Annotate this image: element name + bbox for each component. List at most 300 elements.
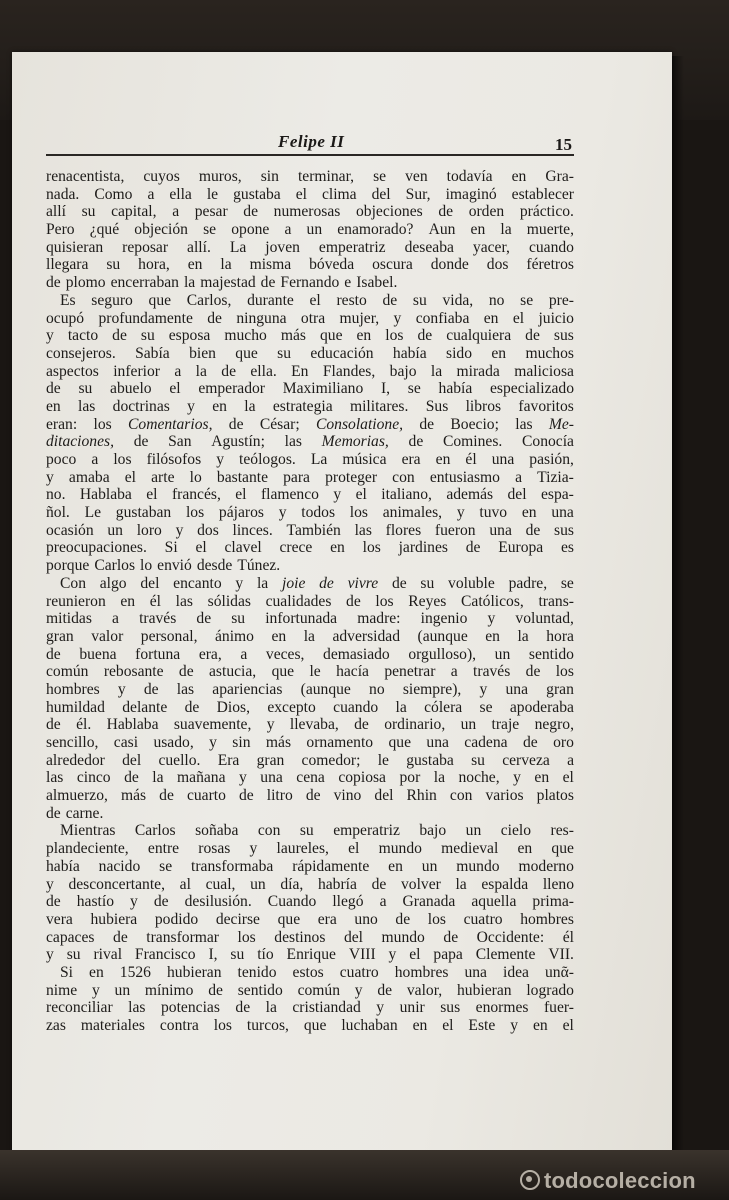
word: de (235, 999, 251, 1017)
word: Cuando (267, 893, 317, 911)
word: (aunque (300, 680, 351, 698)
word: y (209, 734, 217, 751)
word: sólidas (207, 592, 251, 610)
word: un (460, 716, 477, 734)
word: objeciones (356, 203, 423, 221)
word: casi (113, 734, 139, 751)
word: de (196, 610, 212, 628)
word: Gra- (545, 168, 574, 185)
word: el (348, 840, 360, 858)
word: la (500, 221, 512, 239)
word: rosas (198, 840, 231, 858)
text-line (46, 734, 574, 752)
word: lo (140, 557, 153, 575)
word: Isabel. (356, 274, 398, 292)
word: y (278, 504, 287, 522)
word: de (243, 203, 259, 221)
word: voluble (448, 574, 495, 592)
word: ninguna (236, 309, 287, 327)
word: volver (400, 875, 441, 893)
word: hombres (394, 963, 449, 981)
text-line (46, 1017, 574, 1035)
word: su (471, 751, 485, 769)
word: en (89, 963, 104, 981)
word: Europa (498, 539, 544, 557)
word: proteger (325, 468, 378, 486)
word: en (532, 1017, 548, 1034)
word: por (399, 769, 421, 787)
word: en (388, 857, 403, 875)
word: de (371, 875, 387, 893)
text-line (46, 822, 574, 840)
text-line (46, 893, 574, 911)
word: día, (280, 875, 304, 893)
word: italiano, (381, 486, 432, 504)
word: de (377, 981, 393, 999)
word: luchaban (341, 1017, 398, 1034)
word: misma (249, 256, 292, 274)
text-line (46, 858, 574, 876)
word: las (175, 592, 193, 610)
word: Aun (428, 221, 456, 239)
word: loro (136, 521, 162, 539)
text-line (46, 663, 574, 681)
word: que (277, 910, 301, 928)
text-line (46, 380, 574, 398)
word: ánimo (215, 627, 254, 645)
word: Si (60, 963, 74, 981)
word: profundamente (98, 309, 193, 327)
word: maliciosa (514, 362, 574, 380)
word: había (438, 380, 473, 398)
word: el (169, 380, 181, 398)
word: sido (446, 344, 473, 362)
word: y (388, 946, 397, 964)
word: Si (164, 539, 178, 557)
word: (aunque (417, 627, 468, 645)
word: el (562, 1017, 574, 1034)
word: cuarto (186, 787, 226, 805)
word: práctico. (519, 203, 574, 221)
word: humildad (46, 698, 105, 716)
word: los (362, 539, 381, 557)
word: y (510, 1017, 519, 1034)
word: su (140, 327, 155, 345)
word: la (395, 698, 407, 716)
word: la (195, 362, 207, 380)
word: apoderaba (509, 698, 574, 716)
word: y (175, 521, 184, 539)
word: su (231, 610, 246, 628)
word: una (551, 504, 574, 522)
word: cuatro (463, 910, 503, 928)
word: envió (157, 557, 192, 575)
text-line (46, 681, 574, 699)
word: una (426, 734, 449, 751)
word: tuvo (479, 504, 508, 522)
running-head: Felipe II (278, 132, 345, 151)
word: las (284, 433, 302, 451)
word: y (266, 716, 275, 734)
text-line (46, 787, 574, 805)
text-line (46, 345, 574, 363)
text-line (46, 310, 574, 328)
word: copiosa (338, 769, 386, 787)
word: de (46, 274, 61, 292)
text-line (46, 982, 574, 1000)
word: el (442, 1017, 454, 1034)
word: reconciliar (46, 999, 113, 1017)
word: res- (550, 822, 574, 840)
word: En (291, 362, 309, 380)
word: en (412, 1017, 428, 1034)
word: gran (546, 680, 574, 698)
word: mundo (381, 928, 425, 946)
word: su (299, 822, 314, 840)
word: del (122, 751, 142, 769)
word: sencillo, (46, 734, 99, 751)
word: imaginó (445, 185, 497, 203)
word: cualquiera (446, 327, 512, 345)
word: de (178, 663, 194, 681)
word: Comines. (442, 433, 503, 451)
word: a (284, 221, 292, 239)
word: y (235, 574, 244, 592)
word: cuando (333, 698, 379, 716)
word: un (421, 857, 438, 875)
word: en (212, 397, 227, 415)
word: Sur, (405, 185, 431, 203)
word: penetrar (384, 663, 436, 681)
word: en (534, 769, 550, 787)
word: todos (301, 504, 336, 522)
body-text (46, 168, 574, 1035)
word: reposar (122, 238, 169, 256)
word: bajo (389, 362, 417, 380)
word: VII. (548, 946, 574, 964)
word: poco (46, 451, 77, 468)
word: hubieran (456, 981, 512, 999)
word: Rhin (406, 787, 437, 805)
word: el (309, 291, 321, 309)
word: esposa (168, 327, 211, 345)
word: y (46, 468, 54, 486)
text-line (46, 451, 574, 469)
text-line (46, 752, 574, 770)
word: los (385, 327, 404, 345)
word: una (464, 963, 487, 981)
word: la (220, 256, 232, 274)
word: hora (546, 627, 574, 645)
word: joie (281, 574, 306, 592)
word: los (185, 504, 205, 522)
text-line (46, 416, 574, 434)
word: destinos (274, 928, 326, 946)
word: Hablaba (79, 486, 132, 504)
word: cerveza (502, 751, 550, 769)
word: nacido (98, 857, 141, 875)
text-line (46, 504, 574, 522)
word: plandeciente, (46, 840, 129, 858)
word: su (106, 256, 121, 274)
text-line (46, 292, 574, 310)
word: confiaba (415, 309, 470, 327)
word: linces. (232, 521, 273, 539)
text-line (46, 221, 574, 239)
word: Flandes, (322, 362, 376, 380)
word: cuyos (143, 168, 180, 185)
text-line (46, 256, 574, 274)
word: de (207, 309, 222, 327)
word: gustaba (406, 751, 454, 769)
word: y (456, 504, 465, 522)
word: desconcertante, (68, 875, 165, 893)
word: cuatro (339, 963, 379, 981)
word: que (271, 663, 295, 681)
word: emperatriz (318, 238, 386, 256)
word: sin (260, 168, 279, 185)
word: los (237, 928, 256, 946)
word: en (187, 256, 203, 274)
text-line (46, 999, 574, 1017)
word: cuando (528, 238, 574, 256)
word: allí (46, 203, 66, 221)
word: de (46, 380, 61, 398)
word: ocasión (46, 521, 94, 539)
word: usado, (153, 734, 194, 751)
word: libros (465, 397, 502, 415)
word: lleno (542, 875, 574, 893)
word: hastío (76, 893, 114, 911)
word: apariencias (212, 680, 283, 698)
word: y (393, 309, 402, 327)
word: rebosante (103, 663, 164, 681)
word: voluntad, (515, 610, 574, 628)
word: sentido (528, 645, 574, 663)
text-line (46, 469, 574, 487)
word: estrategia (272, 397, 333, 415)
word: de (208, 981, 223, 999)
word: y (376, 999, 385, 1017)
word: y (187, 397, 195, 415)
word: decirse (215, 910, 260, 928)
word: la (455, 875, 467, 893)
word: todavía (446, 168, 493, 185)
word: se (407, 380, 421, 398)
word: Me- (548, 415, 574, 433)
word: contra (159, 1017, 199, 1034)
word: en (491, 344, 507, 362)
word: a (172, 203, 180, 221)
text-line (46, 363, 574, 381)
word: llegara (46, 256, 89, 274)
word: Boecio; (450, 415, 499, 433)
word: desde (196, 557, 233, 575)
word: tenido (237, 963, 277, 981)
word: orgulloso), (408, 645, 477, 663)
word: prima- (532, 893, 574, 911)
word: le (206, 185, 219, 203)
word: de (124, 769, 139, 787)
word: través (473, 663, 511, 681)
word: majestad (200, 274, 256, 292)
word: vida, (442, 291, 474, 309)
word: en (120, 592, 136, 610)
word: dos (486, 256, 509, 274)
word: I, (208, 946, 218, 964)
word: delante (122, 698, 168, 716)
word: infortunada (265, 610, 338, 628)
word: lo (189, 468, 202, 486)
word: entre (147, 840, 180, 858)
word: mañana (177, 769, 226, 787)
word: deseaba (404, 238, 454, 256)
text-line (46, 557, 574, 575)
word: veces, (265, 645, 305, 663)
word: un (494, 645, 511, 663)
word: del (507, 486, 527, 504)
word: Carlos (94, 557, 136, 575)
word: soñaba (195, 822, 239, 840)
word: ingenio (420, 610, 468, 628)
word: un (465, 822, 482, 840)
word: de (46, 804, 61, 822)
word: resto (336, 291, 367, 309)
word: madre: (357, 610, 401, 628)
word: ornamento (306, 734, 374, 751)
word: potencias (161, 999, 220, 1017)
word: a (147, 185, 155, 203)
word: las (515, 415, 533, 433)
word: astucia, (209, 663, 257, 681)
header-rule (46, 154, 574, 156)
word: y (216, 451, 224, 468)
word: de (417, 327, 433, 345)
word: objeción (134, 221, 188, 239)
word: que (551, 840, 574, 858)
word: común (297, 981, 341, 999)
word: el (295, 185, 307, 203)
word: el (409, 946, 421, 964)
word: ordinario, (384, 716, 446, 734)
word: llegó (332, 893, 364, 911)
word: vino (333, 787, 362, 805)
word: gustaba (233, 185, 281, 203)
word: era (401, 451, 421, 468)
word: una (260, 769, 283, 787)
word: Conocía (522, 433, 574, 451)
word: capaces (46, 928, 95, 946)
word: de (319, 574, 334, 592)
word: gran (46, 627, 74, 645)
word: a (515, 468, 523, 486)
word: habría (317, 875, 357, 893)
word: común (46, 663, 89, 681)
word: fuer- (543, 999, 574, 1017)
word: la (430, 362, 443, 380)
word: hora, (138, 256, 170, 274)
word: y (91, 981, 100, 999)
word: en (271, 627, 287, 645)
word: encanto (173, 574, 222, 592)
word: y (513, 769, 521, 787)
word: en (517, 840, 533, 858)
word: de (443, 928, 459, 946)
text-line (46, 628, 574, 646)
word: la (303, 627, 315, 645)
word: cual, (205, 875, 236, 893)
word: podido (154, 910, 199, 928)
word: la (152, 769, 164, 787)
word: laureles, (276, 840, 329, 858)
word: de (46, 716, 61, 734)
text-line (46, 646, 574, 664)
text-line (46, 575, 574, 593)
word: donde (430, 256, 469, 274)
word: Memorias, (321, 433, 389, 451)
word: reunieron (46, 592, 106, 610)
word: través (139, 610, 177, 628)
word: Francisco (134, 946, 196, 964)
word: que (388, 734, 411, 751)
word: al (179, 875, 191, 893)
word: de (184, 698, 200, 716)
word: teólogos. (239, 451, 296, 468)
word: y (354, 981, 363, 999)
word: flamenco (260, 486, 319, 504)
word: vera (46, 910, 73, 928)
word: amaba (68, 468, 110, 486)
word: el (355, 486, 367, 504)
word: de (260, 274, 276, 292)
word: traje (491, 716, 520, 734)
word: cielo (500, 822, 532, 840)
word: a (379, 893, 387, 911)
word: e (344, 274, 352, 292)
word: Dios, (216, 698, 250, 716)
word: Granada (402, 893, 456, 911)
word: mundo (456, 857, 500, 875)
word: en (356, 327, 372, 345)
word: enormes (475, 999, 529, 1017)
word: muros, (198, 168, 242, 185)
word: bien (189, 344, 216, 362)
word: ella (169, 185, 192, 203)
word: tío (257, 946, 274, 964)
text-line (46, 876, 574, 894)
word: Comentarios, (128, 415, 213, 433)
word: un (306, 221, 323, 239)
word: renacentista, (46, 168, 125, 185)
word: uno (354, 910, 378, 928)
text-line (46, 610, 574, 628)
word: además (446, 486, 494, 504)
watermark-text: todocoleccion (544, 1168, 696, 1193)
word: su (230, 946, 245, 964)
word: zas (46, 1017, 66, 1034)
word: se (479, 698, 493, 716)
word: Maximiliano (282, 380, 364, 398)
word: cualidades (265, 592, 332, 610)
word: a (112, 610, 119, 628)
word: mucho (224, 327, 267, 345)
word: educación (310, 344, 374, 362)
word: sus (554, 521, 574, 539)
text-line (46, 840, 574, 858)
word: noche, (458, 769, 500, 787)
word: cena (296, 769, 325, 787)
word: es (561, 539, 574, 557)
